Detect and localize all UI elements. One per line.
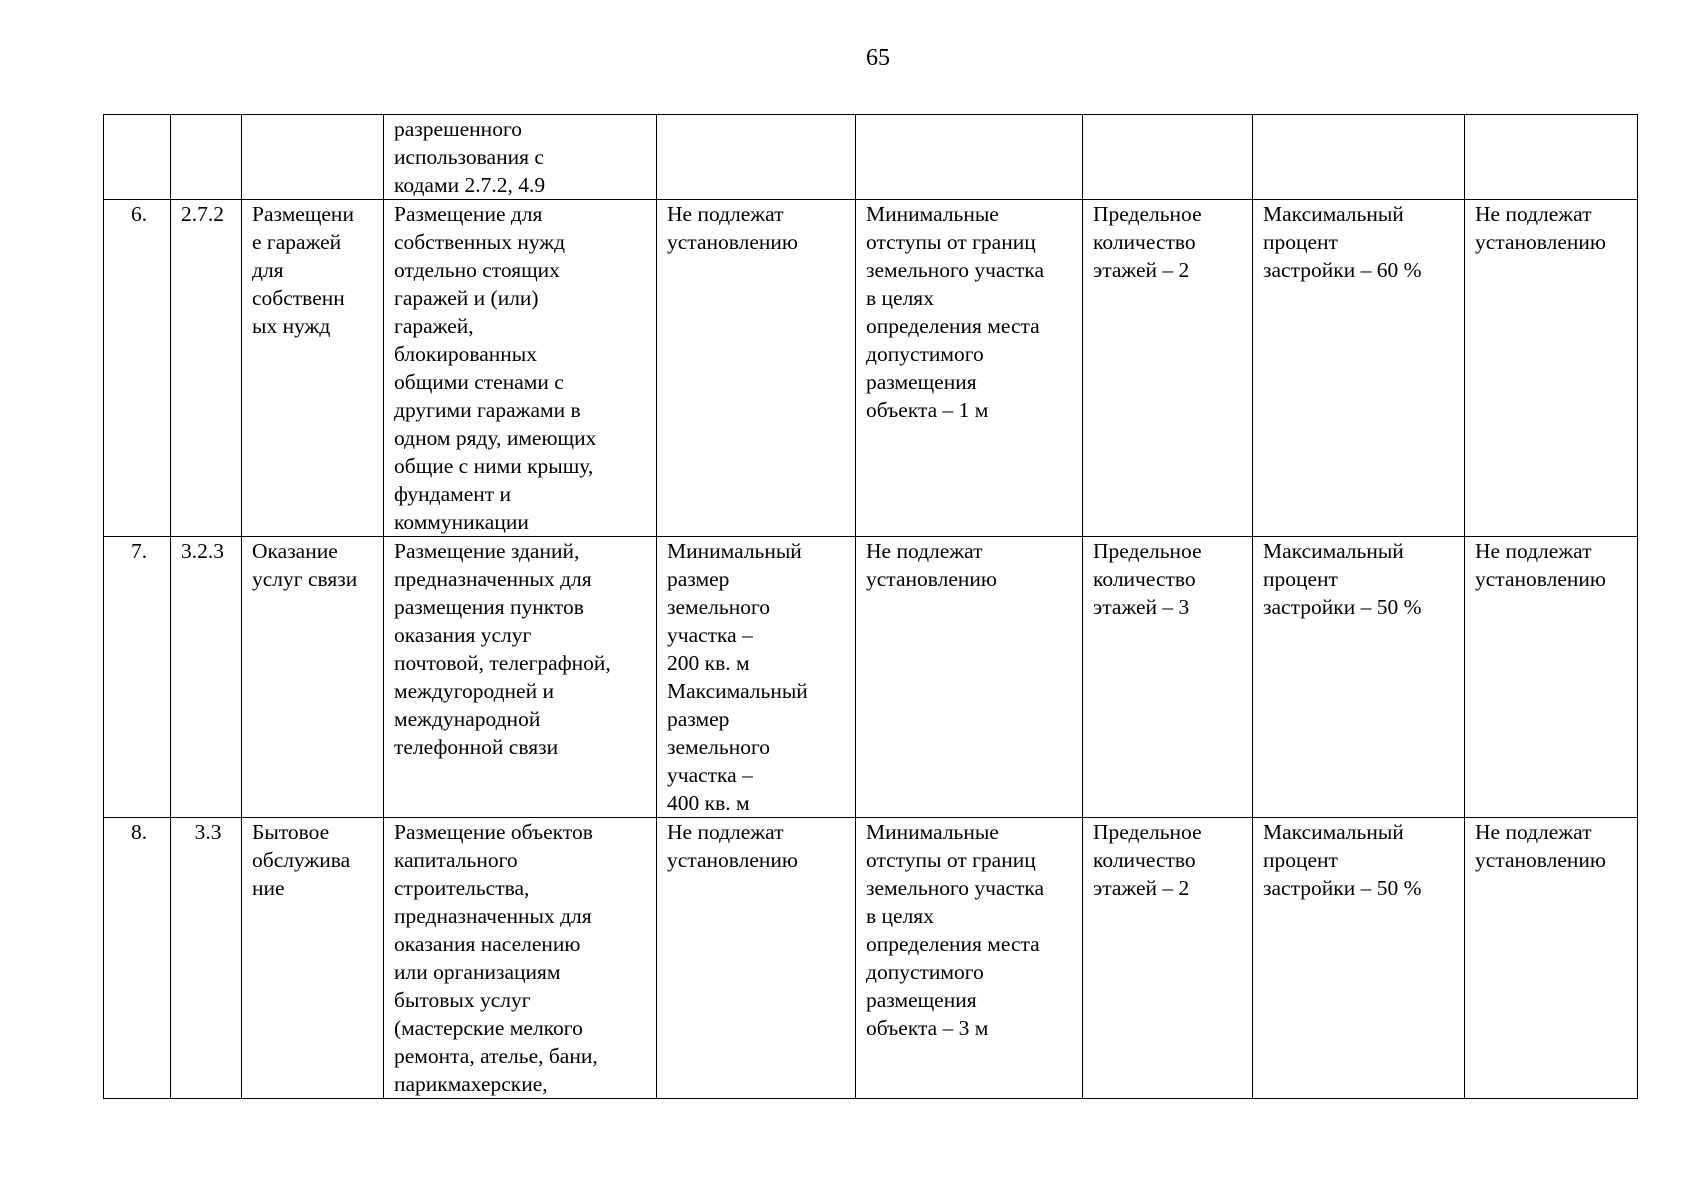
use-description-cell: разрешенного использования с кодами 2.7.2, 4.9 — [384, 115, 657, 200]
floors-cell: Предельное количество этажей – 2 — [1083, 200, 1253, 537]
table-row — [104, 115, 1638, 200]
use-description-cell: Размещение объектов капитального строительства, предназначенных для оказания населению или организациям бытовых услуг (мастерские мелкого ремонта, ателье, бани, парикмахерские, — [384, 818, 657, 1099]
plot-size-cell: Не подлежат установлению — [657, 200, 856, 537]
setbacks-cell — [856, 115, 1083, 200]
coverage-cell: Максимальный процент застройки – 50 % — [1253, 818, 1465, 1099]
table-row — [104, 818, 1638, 1099]
use-name-cell: Бытовое обслужива ние — [242, 818, 384, 1099]
row-number-cell: 7. — [104, 537, 171, 818]
row-number-cell: 6. — [104, 200, 171, 537]
floors-cell: Предельное количество этажей – 2 — [1083, 818, 1253, 1099]
use-name-cell — [242, 115, 384, 200]
use-code-cell: 3.2.3 — [171, 537, 242, 818]
other-cell: Не подлежат установлению — [1465, 537, 1638, 818]
use-name-cell: Размещени е гаражей для собственн ых нужд — [242, 200, 384, 537]
other-cell: Не подлежат установлению — [1465, 818, 1638, 1099]
other-cell: Не подлежат установлению — [1465, 200, 1638, 537]
plot-size-cell — [657, 115, 856, 200]
use-code-cell — [171, 115, 242, 200]
floors-cell: Предельное количество этажей – 3 — [1083, 537, 1253, 818]
table-row — [104, 200, 1638, 537]
coverage-cell: Максимальный процент застройки – 60 % — [1253, 200, 1465, 537]
row-number-cell: 8. — [104, 818, 171, 1099]
table-row — [104, 537, 1638, 818]
use-code-cell: 3.3 — [171, 818, 242, 1099]
setbacks-cell: Минимальные отступы от границ земельного участка в целях определения места допустимого размещения объекта – 1 м — [856, 200, 1083, 537]
coverage-cell: Максимальный процент застройки – 50 % — [1253, 537, 1465, 818]
use-description-cell: Размещение зданий, предназначенных для размещения пунктов оказания услуг почтовой, телеграфной, междугородней и международной телефонной связи — [384, 537, 657, 818]
other-cell — [1465, 115, 1638, 200]
floors-cell — [1083, 115, 1253, 200]
land-use-table — [103, 114, 1638, 1099]
use-name-cell: Оказание услуг связи — [242, 537, 384, 818]
page-number: 65 — [866, 45, 890, 71]
use-code-cell: 2.7.2 — [171, 200, 242, 537]
setbacks-cell: Не подлежат установлению — [856, 537, 1083, 818]
use-description-cell: Размещение для собственных нужд отдельно стоящих гаражей и (или) гаражей, блокированных общими стенами с другими гаражами в одном ряду, имеющих общие с ними крышу, фундамент и коммуникации — [384, 200, 657, 537]
coverage-cell — [1253, 115, 1465, 200]
setbacks-cell: Минимальные отступы от границ земельного участка в целях определения места допустимого размещения объекта – 3 м — [856, 818, 1083, 1099]
plot-size-cell: Минимальный размер земельного участка – 200 кв. м Максимальный размер земельного участка – 400 кв. м — [657, 537, 856, 818]
plot-size-cell: Не подлежат установлению — [657, 818, 856, 1099]
row-number-cell — [104, 115, 171, 200]
